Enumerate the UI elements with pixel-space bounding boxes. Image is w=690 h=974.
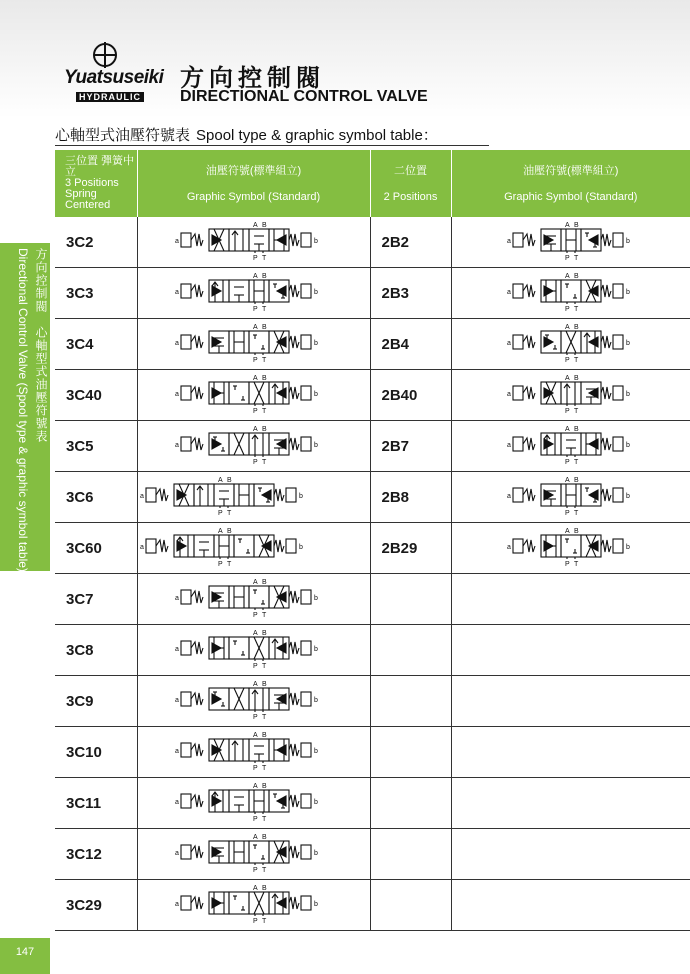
side-tab-label-cn: 方向控制閥 心軸型式油壓符號表 [34,248,48,443]
spool-code-2pos [370,676,451,727]
port-label: b [313,442,318,449]
port-label: T [261,765,266,772]
port-label: a [506,544,511,551]
table-subtitle [55,124,438,145]
port-label: A [252,375,258,382]
spool-code-2pos: 2B40 [370,370,451,421]
spool-code-2pos [370,574,451,625]
port-label: A [564,528,570,535]
port-label: T [261,867,266,874]
subtitle-en: Spool type & graphic symbol table： [196,127,438,144]
port-label: A [252,681,258,688]
valve-symbol-icon [169,577,339,621]
table-row [55,778,690,829]
side-tab-label-en: Directional Control Valve (Spool type & graphic symbol table) [16,248,30,572]
spool-code-2pos [370,778,451,829]
port-label: B [261,426,267,433]
port-label: A [252,630,258,637]
port-label: B [573,222,579,229]
port-label: a [506,340,511,347]
spool-code-3pos: 3C5 [55,421,137,472]
port-label: P [217,561,223,568]
table-row [55,217,690,268]
graphic-symbol-2pos-cell [451,727,690,778]
port-label: a [174,901,179,908]
spool-code-2pos [370,829,451,880]
spool-code-3pos: 3C10 [55,727,137,778]
graphic-symbol-3pos-cell [137,574,370,625]
port-label: a [174,697,179,704]
header-graphic-symbol-2: 油壓符號(標準組立) Graphic Symbol (Standard) [451,150,690,217]
spool-code-2pos: 2B7 [370,421,451,472]
port-label: P [252,765,258,772]
graphic-symbol-3pos-cell [137,268,370,319]
graphic-symbol-3pos-cell [137,880,370,931]
spool-code-3pos: 3C4 [55,319,137,370]
graphic-symbol-2pos-cell [451,778,690,829]
spool-code-2pos [370,727,451,778]
port-label: P [564,408,570,415]
port-label: B [226,528,232,535]
port-label: B [573,477,579,484]
port-label: B [261,273,267,280]
spool-code-2pos: 2B3 [370,268,451,319]
port-label: T [261,459,266,466]
port-label: B [573,426,579,433]
graphic-symbol-2pos-cell [451,472,690,523]
port-label: a [174,391,179,398]
port-label: T [261,306,266,313]
port-label: b [313,901,318,908]
port-label: T [226,561,231,568]
port-label: b [313,238,318,245]
port-label: a [506,238,511,245]
port-label: P [564,306,570,313]
spool-symbol-table [55,150,690,931]
port-label: B [261,783,267,790]
port-label: B [261,834,267,841]
port-label: T [261,663,266,670]
port-label: P [252,612,258,619]
port-label: a [506,442,511,449]
spool-code-3pos: 3C8 [55,625,137,676]
spool-code-3pos: 3C3 [55,268,137,319]
graphic-symbol-3pos-cell [137,217,370,268]
port-label: P [252,918,258,925]
valve-symbol-icon [169,373,339,417]
valve-symbol-icon [501,220,641,264]
port-label: a [174,799,179,806]
port-label: b [313,799,318,806]
port-label: b [625,238,630,245]
port-label: T [573,408,579,415]
port-label: P [252,663,258,670]
port-label: A [252,834,258,841]
graphic-symbol-3pos-cell [137,523,370,574]
graphic-symbol-3pos-cell [137,829,370,880]
port-label: P [252,357,258,364]
spool-code-3pos: 3C6 [55,472,137,523]
port-label: b [625,493,630,500]
port-label: A [217,528,223,535]
graphic-symbol-2pos-cell [451,574,690,625]
valve-symbol-icon [169,424,339,468]
port-label: T [261,816,266,823]
port-label: T [261,714,266,721]
port-label: A [564,324,570,331]
table-row [55,370,690,421]
spool-code-3pos: 3C12 [55,829,137,880]
table-row [55,829,690,880]
brand-subtitle: HYDRAULIC [76,92,144,102]
port-label: b [313,850,318,857]
port-label: b [313,646,318,653]
spool-code-3pos: 3C11 [55,778,137,829]
spool-code-2pos [370,880,451,931]
port-label: b [625,340,630,347]
port-label: P [252,867,258,874]
graphic-symbol-3pos-cell [137,472,370,523]
graphic-symbol-2pos-cell [451,217,690,268]
port-label: a [174,646,179,653]
subtitle-cn: 心軸型式油壓符號表 [55,127,191,144]
port-label: P [252,306,258,313]
port-label: a [174,340,179,347]
valve-symbol-icon [169,781,339,825]
page-number: 147 [15,946,35,958]
port-label: a [174,238,179,245]
table-row [55,574,690,625]
port-label: b [298,493,303,500]
port-label: T [573,561,579,568]
subtitle-underline [55,145,489,146]
table-row [55,676,690,727]
spool-code-3pos: 3C40 [55,370,137,421]
valve-symbol-icon [501,373,641,417]
port-label: P [564,459,570,466]
port-label: A [252,426,258,433]
port-label: B [261,885,267,892]
port-label: P [564,255,570,262]
header-3-positions: 三位置 彈簧中立 3 Positions Spring Centered [55,150,137,217]
port-label: a [139,544,144,551]
port-label: P [252,255,258,262]
brand-name: Yuatsuseiki [64,67,164,88]
port-label: b [625,289,630,296]
port-label: P [252,816,258,823]
graphic-symbol-2pos-cell [451,319,690,370]
port-label: B [261,579,267,586]
graphic-symbol-2pos-cell [451,421,690,472]
table-row [55,268,690,319]
graphic-symbol-3pos-cell [137,625,370,676]
graphic-symbol-3pos-cell [137,319,370,370]
valve-symbol-icon [501,526,641,570]
port-label: a [174,850,179,857]
port-label: a [506,289,511,296]
port-label: P [252,459,258,466]
port-label: a [174,289,179,296]
graphic-symbol-2pos-cell [451,880,690,931]
graphic-symbol-2pos-cell [451,370,690,421]
spool-code-2pos: 2B29 [370,523,451,574]
table-header-row [55,150,690,217]
valve-symbol-icon [169,220,339,264]
valve-symbol-icon [169,883,339,927]
valve-symbol-icon [169,271,339,315]
port-label: a [174,748,179,755]
table-row [55,625,690,676]
brand-logo-icon [92,42,118,68]
graphic-symbol-2pos-cell [451,829,690,880]
spool-code-2pos: 2B2 [370,217,451,268]
spool-code-2pos [370,625,451,676]
port-label: B [261,630,267,637]
table-row [55,472,690,523]
port-label: B [573,324,579,331]
spool-code-3pos: 3C60 [55,523,137,574]
port-label: a [506,493,511,500]
table-row [55,523,690,574]
port-label: A [564,222,570,229]
valve-symbol-icon [169,832,339,876]
valve-symbol-icon [169,730,339,774]
port-label: B [573,375,579,382]
spool-code-3pos: 3C29 [55,880,137,931]
port-label: T [226,510,231,517]
port-label: b [625,391,630,398]
valve-symbol-icon [501,322,641,366]
port-label: b [298,544,303,551]
graphic-symbol-3pos-cell [137,370,370,421]
port-label: B [261,222,267,229]
port-label: b [313,595,318,602]
graphic-symbol-3pos-cell [137,778,370,829]
port-label: A [252,579,258,586]
port-label: T [261,612,266,619]
port-label: T [261,357,266,364]
port-label: b [313,340,318,347]
port-label: b [313,748,318,755]
port-label: a [139,493,144,500]
port-label: a [174,595,179,602]
port-label: T [261,255,266,262]
port-label: b [625,544,630,551]
port-label: T [573,357,579,364]
valve-symbol-icon [501,424,641,468]
graphic-symbol-3pos-cell [137,421,370,472]
port-label: A [217,477,223,484]
graphic-symbol-2pos-cell [451,268,690,319]
port-label: B [261,681,267,688]
port-label: A [564,375,570,382]
spool-code-2pos: 2B8 [370,472,451,523]
port-label: A [252,783,258,790]
port-label: P [564,510,570,517]
table-row [55,319,690,370]
port-label: B [573,528,579,535]
port-label: T [573,510,579,517]
port-label: T [261,918,266,925]
port-label: A [252,273,258,280]
valve-symbol-icon [139,475,364,519]
port-label: B [573,273,579,280]
valve-symbol-icon [169,322,339,366]
port-label: a [174,442,179,449]
page-title-en: DIRECTIONAL CONTROL VALVE [180,88,428,105]
graphic-symbol-2pos-cell [451,523,690,574]
graphic-symbol-2pos-cell [451,676,690,727]
valve-symbol-icon [501,271,641,315]
valve-symbol-icon [169,628,339,672]
valve-symbol-icon [501,475,641,519]
spool-code-3pos: 3C7 [55,574,137,625]
port-label: b [313,697,318,704]
port-label: A [252,222,258,229]
graphic-symbol-3pos-cell [137,727,370,778]
port-label: P [252,408,258,415]
port-label: P [564,357,570,364]
table-row [55,421,690,472]
port-label: b [313,289,318,296]
port-label: B [261,375,267,382]
valve-symbol-icon [139,526,364,570]
graphic-symbol-3pos-cell [137,676,370,727]
spool-code-3pos: 3C2 [55,217,137,268]
header-2-positions: 二位置 2 Positions [370,150,451,217]
port-label: B [261,324,267,331]
port-label: A [252,885,258,892]
table-row [55,880,690,931]
port-label: B [261,732,267,739]
port-label: T [573,255,579,262]
port-label: T [261,408,266,415]
port-label: T [573,306,579,313]
graphic-symbol-2pos-cell [451,625,690,676]
port-label: P [252,714,258,721]
spool-code-3pos: 3C9 [55,676,137,727]
port-label: B [226,477,232,484]
port-label: b [625,442,630,449]
header-graphic-symbol-3: 油壓符號(標準組立) Graphic Symbol (Standard) [137,150,370,217]
port-label: b [313,391,318,398]
port-label: A [252,732,258,739]
port-label: A [564,477,570,484]
port-label: A [252,324,258,331]
page-title-cn: 方向控制閥 [180,65,325,92]
port-label: P [217,510,223,517]
port-label: A [564,426,570,433]
port-label: P [564,561,570,568]
spool-code-2pos: 2B4 [370,319,451,370]
port-label: a [506,391,511,398]
port-label: T [573,459,579,466]
valve-symbol-icon [169,679,339,723]
table-row [55,727,690,778]
port-label: A [564,273,570,280]
